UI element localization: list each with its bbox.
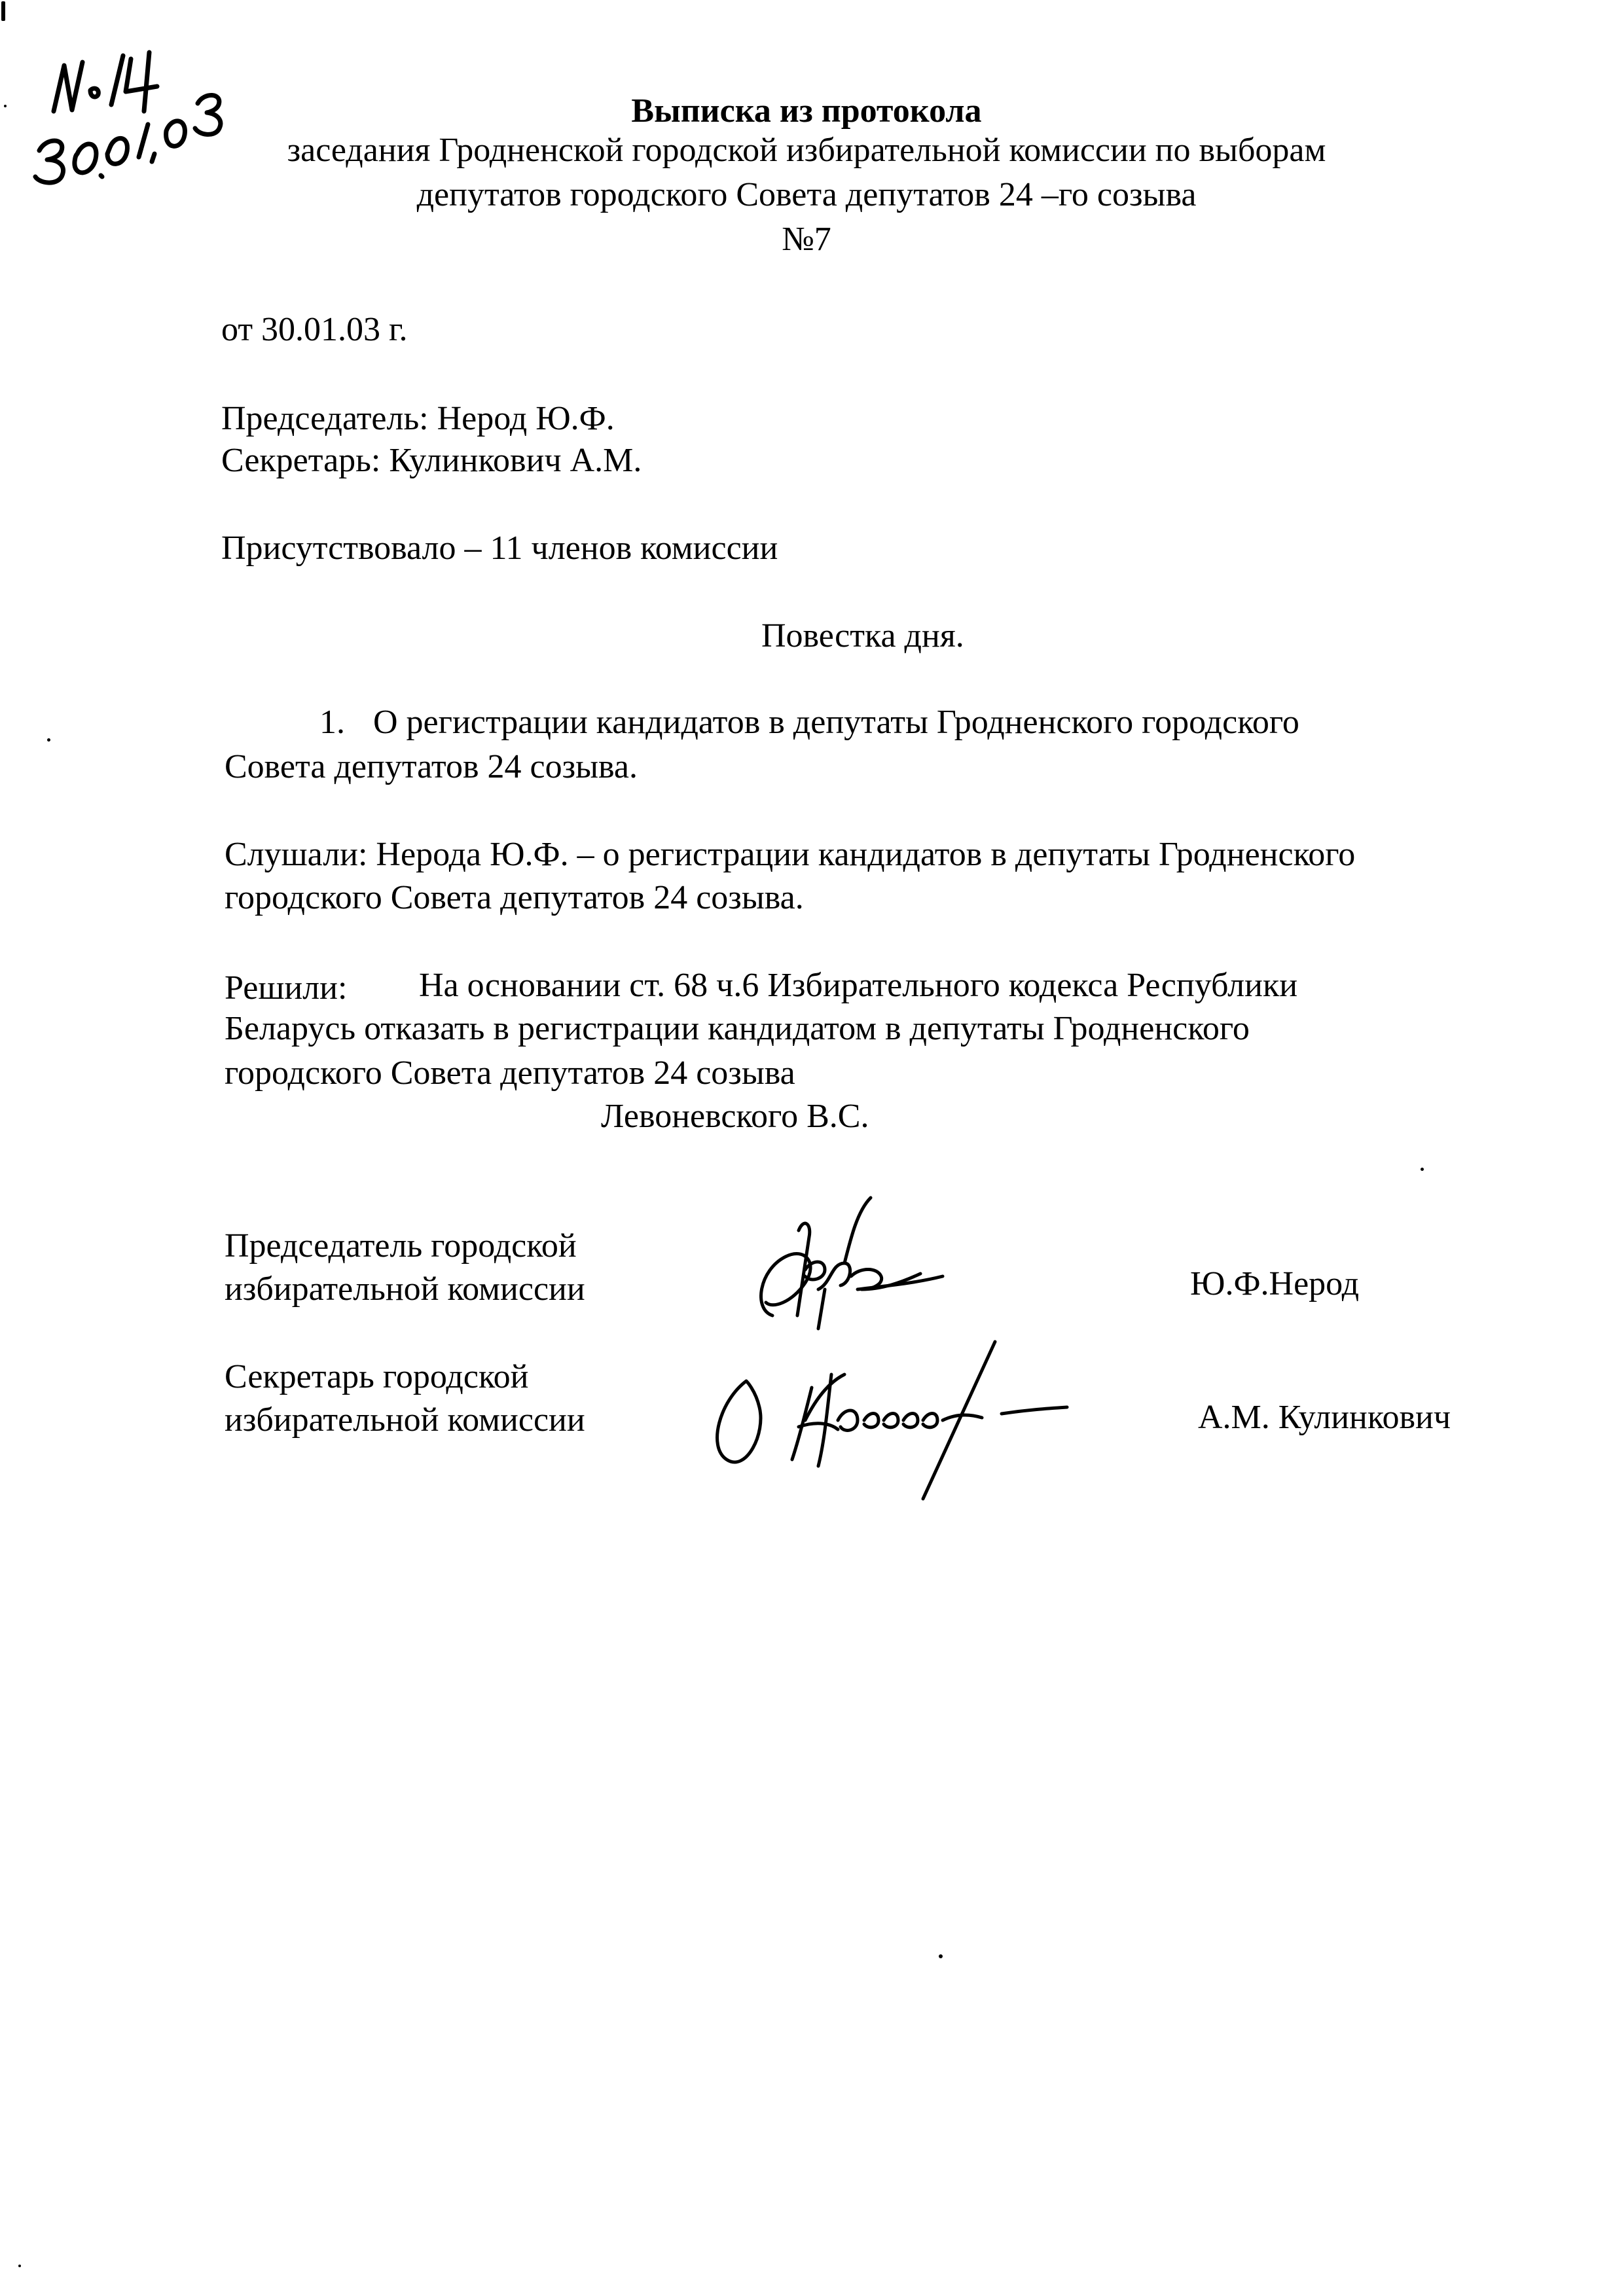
protocol-number: №7: [782, 221, 831, 258]
chairman-line: Председатель: Нерод Ю.Ф.: [221, 400, 615, 437]
scan-speck: [18, 2265, 21, 2267]
scan-speck: [4, 105, 7, 107]
document-title: Выписка из протокола: [631, 92, 982, 130]
heard-line1: Слушали: Нерода Ю.Ф. – о регистрации кандидатов в депутаты Гродненского: [225, 836, 1356, 873]
chair-signature: [727, 1191, 1002, 1335]
decided-candidate-name: Левоневского В.С.: [601, 1098, 869, 1135]
agenda-heading: Повестка дня.: [761, 617, 964, 655]
agenda-item-line1: О регистрации кандидатов в депутаты Гродненского городского: [373, 704, 1299, 741]
secretary-title-line2: избирательной комиссии: [225, 1401, 585, 1439]
scan-speck: [939, 1954, 943, 1958]
decided-label: Решили:: [225, 969, 348, 1007]
secretary-title-line1: Секретарь городской: [225, 1358, 529, 1395]
decided-line2: Беларусь отказать в регистрации кандидатом в депутаты Гродненского: [225, 1010, 1250, 1047]
scan-speck: [1, 1, 5, 21]
protocol-date: от 30.01.03 г.: [221, 311, 408, 348]
chair-title-line2: избирательной комиссии: [225, 1270, 585, 1308]
secretary-name: А.М. Кулинкович: [1198, 1399, 1451, 1436]
secretary-line: Секретарь: Кулинкович А.М.: [221, 442, 642, 479]
document-subtitle-line2: депутатов городского Совета депутатов 24 –го созыва: [416, 176, 1197, 213]
decided-line3: городского Совета депутатов 24 созыва: [225, 1054, 795, 1092]
secretary-signature: [707, 1335, 1165, 1505]
attendance-line: Присутствовало – 11 членов комиссии: [221, 529, 778, 567]
chair-name: Ю.Ф.Нерод: [1190, 1265, 1360, 1302]
agenda-item-line2: Совета депутатов 24 созыва.: [225, 748, 638, 785]
document-subtitle-line1: заседания Гродненской городской избирательной комиссии по выборам: [287, 132, 1326, 169]
scan-speck: [47, 738, 50, 742]
scan-speck: [1421, 1168, 1424, 1171]
decided-line1: На основании ст. 68 ч.6 Избирательного кодекса Республики: [419, 967, 1298, 1004]
chair-title-line1: Председатель городской: [225, 1227, 577, 1265]
heard-line2: городского Совета депутатов 24 созыва.: [225, 879, 804, 916]
agenda-item-number: 1.: [319, 704, 345, 741]
